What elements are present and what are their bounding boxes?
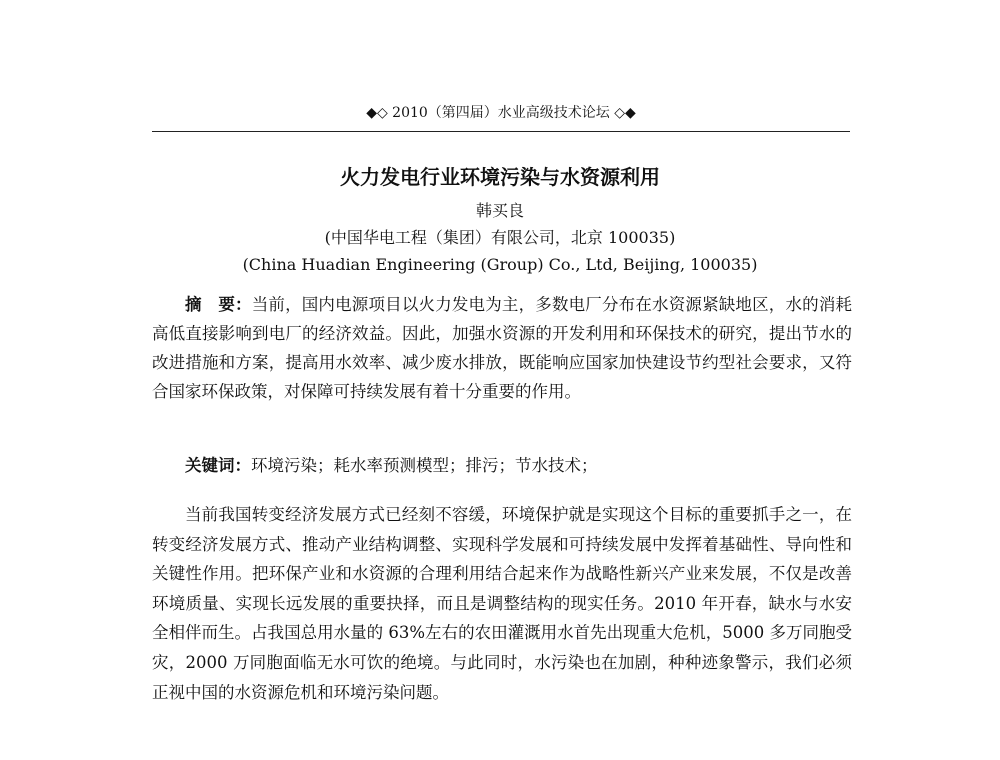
- paper-title: 火力发电行业环境污染与水资源利用: [340, 165, 660, 189]
- abstract-text: 当前，国内电源项目以火力发电为主，多数电厂分布在水资源紧缺地区，水的消耗高低直接影响到电厂的经济效益。因此，加强水资源的开发利用和环保技术的研究，提出节水的改进措施和方案，提高用水效率、减少废水排放，既能响应国家加快建设节约型社会要求，又符合国家环保政策，对保障可持续发展有着十分重要的作用。: [152, 295, 853, 401]
- keywords-label: 关键词：: [185, 456, 251, 475]
- header-rule: [152, 131, 850, 132]
- body-paragraph: 当前我国转变经济发展方式已经刻不容缓，环境保护就是实现这个目标的重要抓手之一，在转变经济发展方式、推动产业结构调整、实现科学发展和可持续发展中发挥着基础性、导向性和关键性作用。把环保产业和水资源的合理利用结合起来作为战略性新兴产业来发展，不仅是改善环境质量、实现长远发展的重要抉择，而且是调整结构的现实任务。2010 年开春，缺水与水安全相伴而生。占我国总用水量的 63%左右的农田灌溉用水首先出现重大危机，5000 多万同胞受灾，2000 万同胞面临无水可饮的绝境。与此同时，水污染也在加剧，种种迹象警示，我们必须正视中国的水资源危机和环境污染问题。: [152, 505, 852, 702]
- keywords-text: 环境污染；耗水率预测模型；排污；节水技术；: [251, 456, 598, 475]
- affiliation-english: (China Huadian Engineering (Group) Co., Ltd, Beijing, 100035): [242, 255, 758, 274]
- abstract-label: 摘 要：: [185, 295, 252, 314]
- keywords: [185, 453, 851, 479]
- affiliation-chinese: (中国华电工程（集团）有限公司，北京 100035): [324, 228, 676, 247]
- abstract: [152, 290, 852, 406]
- running-header: ◆◇ 2010（第四届）水业高级技术论坛 ◇◆: [366, 105, 636, 121]
- author-name: 韩买良: [475, 201, 524, 220]
